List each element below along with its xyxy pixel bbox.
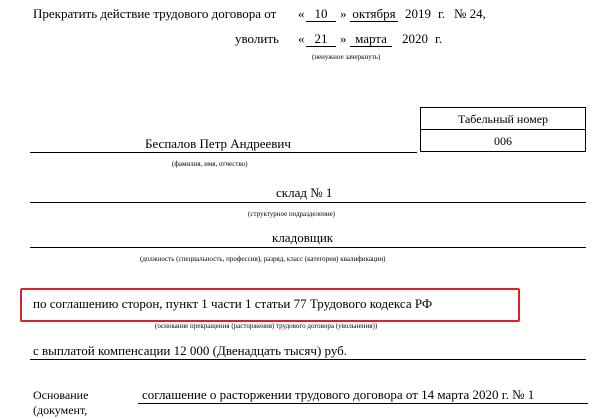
dismiss-month-field: марта xyxy=(350,31,392,47)
department-caption: (структурное подразделение) xyxy=(248,210,336,218)
basis-line xyxy=(138,403,588,404)
dismiss-label: уволить xyxy=(235,31,279,46)
basis-label-line2: (документ, xyxy=(33,403,88,417)
contract-number: № 24, xyxy=(454,6,486,21)
dismiss-open-quote: « xyxy=(298,31,305,46)
employee-name: Беспалов Петр Андреевич xyxy=(145,136,291,151)
personnel-number-value: 006 xyxy=(421,130,586,152)
position-value: кладовщик xyxy=(272,230,334,245)
position-line xyxy=(30,247,586,248)
terminate-label: Прекратить действие трудового договора от xyxy=(33,6,277,21)
dismiss-year-suffix: г. xyxy=(435,31,443,46)
contract-year: 2019 xyxy=(405,6,431,21)
dismiss-year: 2020 xyxy=(402,31,428,46)
contract-day-field: 10 xyxy=(306,6,336,22)
strike-note: (ненужное зачеркнуть) xyxy=(312,53,381,61)
dismiss-close-quote: » xyxy=(340,31,347,46)
employee-name-line xyxy=(30,152,417,153)
basis-label: Основание xyxy=(33,388,89,402)
basis-value: соглашение о расторжении трудового договора от 14 марта 2020 г. № 1 xyxy=(142,387,535,402)
department-line xyxy=(30,202,586,203)
position-caption: (должность (специальность, профессия), разряд, класс (категория) квалификации) xyxy=(140,255,386,263)
compensation-line xyxy=(30,359,586,360)
contract-close-quote: » xyxy=(340,6,347,21)
dismissal-reason-caption: (основание прекращения (расторжения) трудового договора (увольнения)) xyxy=(155,322,378,330)
personnel-number-table xyxy=(420,107,586,152)
dismiss-day-field: 21 xyxy=(306,31,336,47)
dismissal-reason: по соглашению сторон, пункт 1 части 1 статьи 77 Трудового кодекса РФ xyxy=(33,296,433,311)
department-value: склад № 1 xyxy=(276,185,333,200)
employee-name-caption: (фамилия, имя, отчество) xyxy=(172,160,248,168)
contract-month-field: октября xyxy=(350,6,398,22)
personnel-number-header: Табельный номер xyxy=(421,108,586,130)
contract-open-quote: « xyxy=(298,6,305,21)
compensation-text: с выплатой компенсации 12 000 (Двенадцать тысяч) руб. xyxy=(33,343,348,358)
contract-year-suffix: г. xyxy=(438,6,446,21)
